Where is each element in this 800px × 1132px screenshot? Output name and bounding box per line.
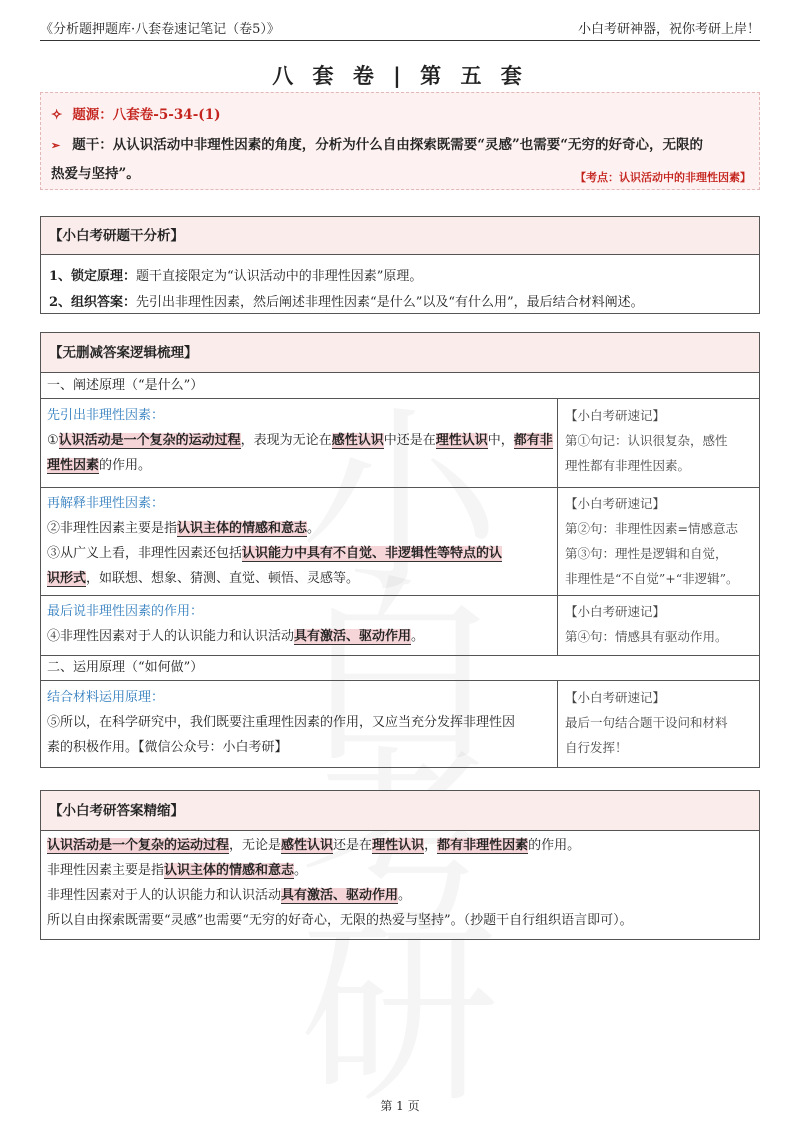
header-right: 小白考研神器，祝你考研上岸！ <box>577 21 760 37</box>
page-number: 第 1 页 <box>380 1099 420 1113</box>
block-3: 最后说非理性因素的作用： ④非理性因素对于人的认识能力和认识活动具有激活、驱动作用。 <box>47 599 553 649</box>
question-box <box>40 92 760 190</box>
page-header <box>40 14 760 41</box>
column-divider <box>557 681 558 767</box>
header-left: 《分析题押题库·八套卷速记笔记（卷5）》 <box>40 21 280 37</box>
condensed-heading: 【小白考研答案精缩】 <box>41 791 759 831</box>
analysis-item-2: 2、组织答案：先引出非理性因素，然后阐述非理性因素“是什么”以及“有什么用”，最后结合材料阐述。 <box>49 295 644 310</box>
section-1-title: 一、阐述原理（“是什么”） <box>41 373 759 399</box>
block-1 <box>47 403 553 478</box>
question-source: ✧ 题源：八套卷-5-34-(1) <box>51 107 221 123</box>
analysis-box <box>40 216 760 314</box>
kaodian-tag: 【考点：认识活动中的非理性因素】 <box>575 171 751 184</box>
note-3: 【小白考研速记】 第④句：情感具有驱动作用。 <box>565 604 728 644</box>
arrow-icon: ➢ <box>51 139 61 152</box>
logic-heading: 【无删减答案逻辑梳理】 <box>41 333 759 373</box>
condensed-box <box>40 790 760 940</box>
block-2: 再解释非理性因素： ②非理性因素主要是指认识主体的情感和意志。 ③从广义上看，非理性因素还包括认识能力中具有不自觉、非逻辑性等特点的认 识形式，如联想、想象、猜测、直觉、顿悟、灵感等。 <box>47 491 553 591</box>
condensed-text: 认识活动是一个复杂的运动过程，无论是感性认识还是在理性认识，都有非理性因素的作用。 非理性因素主要是指认识主体的情感和意志。 非理性因素对于人的认识能力和认识活动具有激活、驱动作用。 所以自由探索既需要“灵感”也需要“无穷的好奇心，无限的热爱与坚持”。（抄题干自行组织语言即可）。 <box>47 838 633 928</box>
note-4: 【小白考研速记】 最后一句结合题干设问和材料 自行发挥！ <box>565 690 728 755</box>
block-4-title: 结合材料运用原理： <box>47 690 165 705</box>
note-2: 【小白考研速记】 第②句：非理性因素=情感意志 第③句：理性是逻辑和自觉， 非理性是“不自觉”+“非逻辑”。 <box>565 496 739 586</box>
block-4: 结合材料运用原理： ⑤所以，在科学研究中，我们既要注重理性因素的作用，又应当充分发挥非理性因 素的积极作用。【微信公众号：小白考研】 <box>47 685 553 760</box>
analysis-heading: 【小白考研题干分析】 <box>41 217 759 255</box>
block-3-title: 最后说非理性因素的作用： <box>47 604 204 619</box>
logic-box <box>40 332 760 768</box>
block-2-title: 再解释非理性因素： <box>47 496 165 511</box>
block-1-title: 先引出非理性因素： <box>47 408 165 423</box>
sparkle-icon: ✧ <box>51 107 63 123</box>
section-2-title: 二、运用原理（“如何做”） <box>41 655 759 681</box>
row-divider <box>41 487 759 488</box>
note-1: 【小白考研速记】 第①句记：认识很复杂，感性 理性都有非理性因素。 <box>565 408 728 473</box>
block-1-text: ①认识活动是一个复杂的运动过程，表现为无论在感性认识中还是在理性认识中，都有非理性因素的作用。 <box>47 433 553 473</box>
row-divider <box>41 595 759 596</box>
page-title: 八 套 卷 | 第 五 套 <box>272 64 528 88</box>
column-divider <box>557 399 558 655</box>
question-stem: ➢ 题干：从认识活动中非理性因素的角度，分析为什么自由探索既需要“灵感”也需要“无穷的好奇心，无限的 热爱与坚持”。 <box>51 137 704 182</box>
analysis-item-1: 1、锁定原理：题干直接限定为“认识活动中的非理性因素”原理。 <box>49 269 423 284</box>
